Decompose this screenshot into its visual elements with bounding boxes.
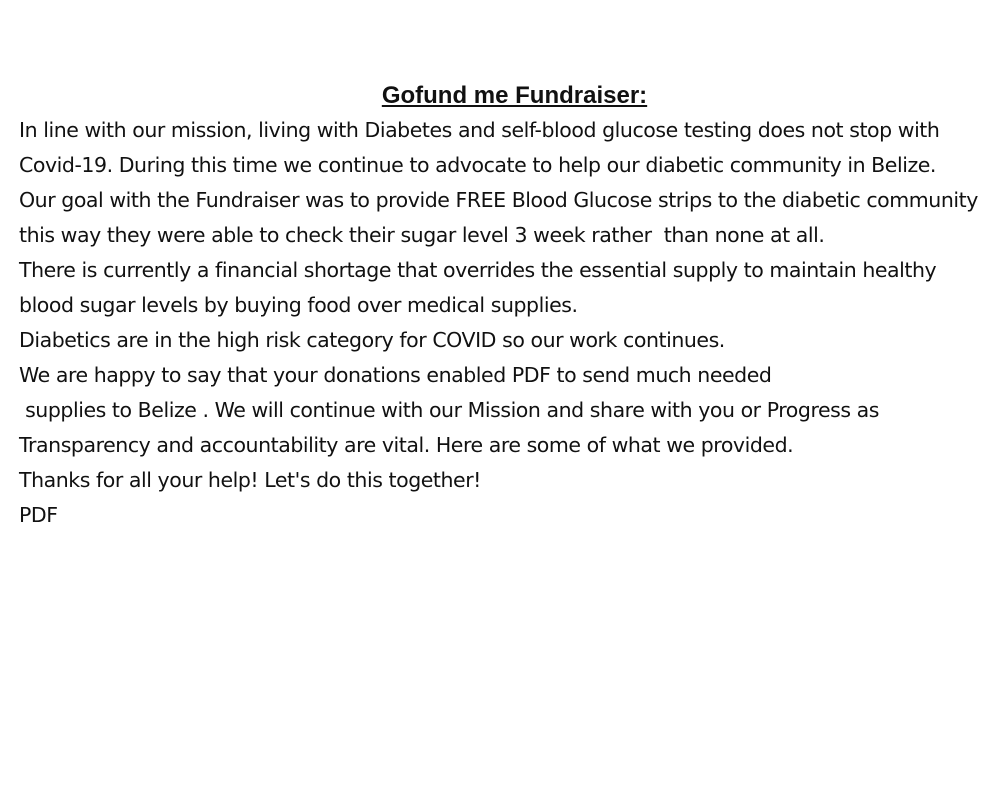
paragraph-risk: Diabetics are in the high risk category for COVID so our work continues. bbox=[19, 328, 725, 352]
paragraph-donations: We are happy to say that your donations enabled PDF to send much needed bbox=[19, 363, 772, 387]
document-title: Gofund me Fundraiser: bbox=[381, 82, 648, 109]
paragraph-thanks: Thanks for all your help! Let's do this together! bbox=[19, 468, 481, 492]
paragraph-goal: Our goal with the Fundraiser was to provide FREE Blood Glucose strips to the diabetic community this way they were able to check their sugar level 3 week rather than none at all. bbox=[19, 188, 984, 247]
signature: PDF bbox=[19, 503, 58, 527]
paragraph-shortage: There is currently a financial shortage that overrides the essential supply to maintain healthy blood sugar levels by buying food over medical supplies. bbox=[19, 258, 943, 317]
document-page bbox=[19, 78, 991, 533]
document-body bbox=[19, 113, 991, 533]
paragraph-supplies: supplies to Belize . We will continue with our Mission and share with you or Progress as Transparency and accountability are vital. Here are some of what we provided. bbox=[19, 398, 886, 457]
paragraph-mission: In line with our mission, living with Diabetes and self-blood glucose testing does not stop with Covid-19. During this time we continue to advocate to help our diabetic community in Belize. bbox=[19, 118, 946, 177]
